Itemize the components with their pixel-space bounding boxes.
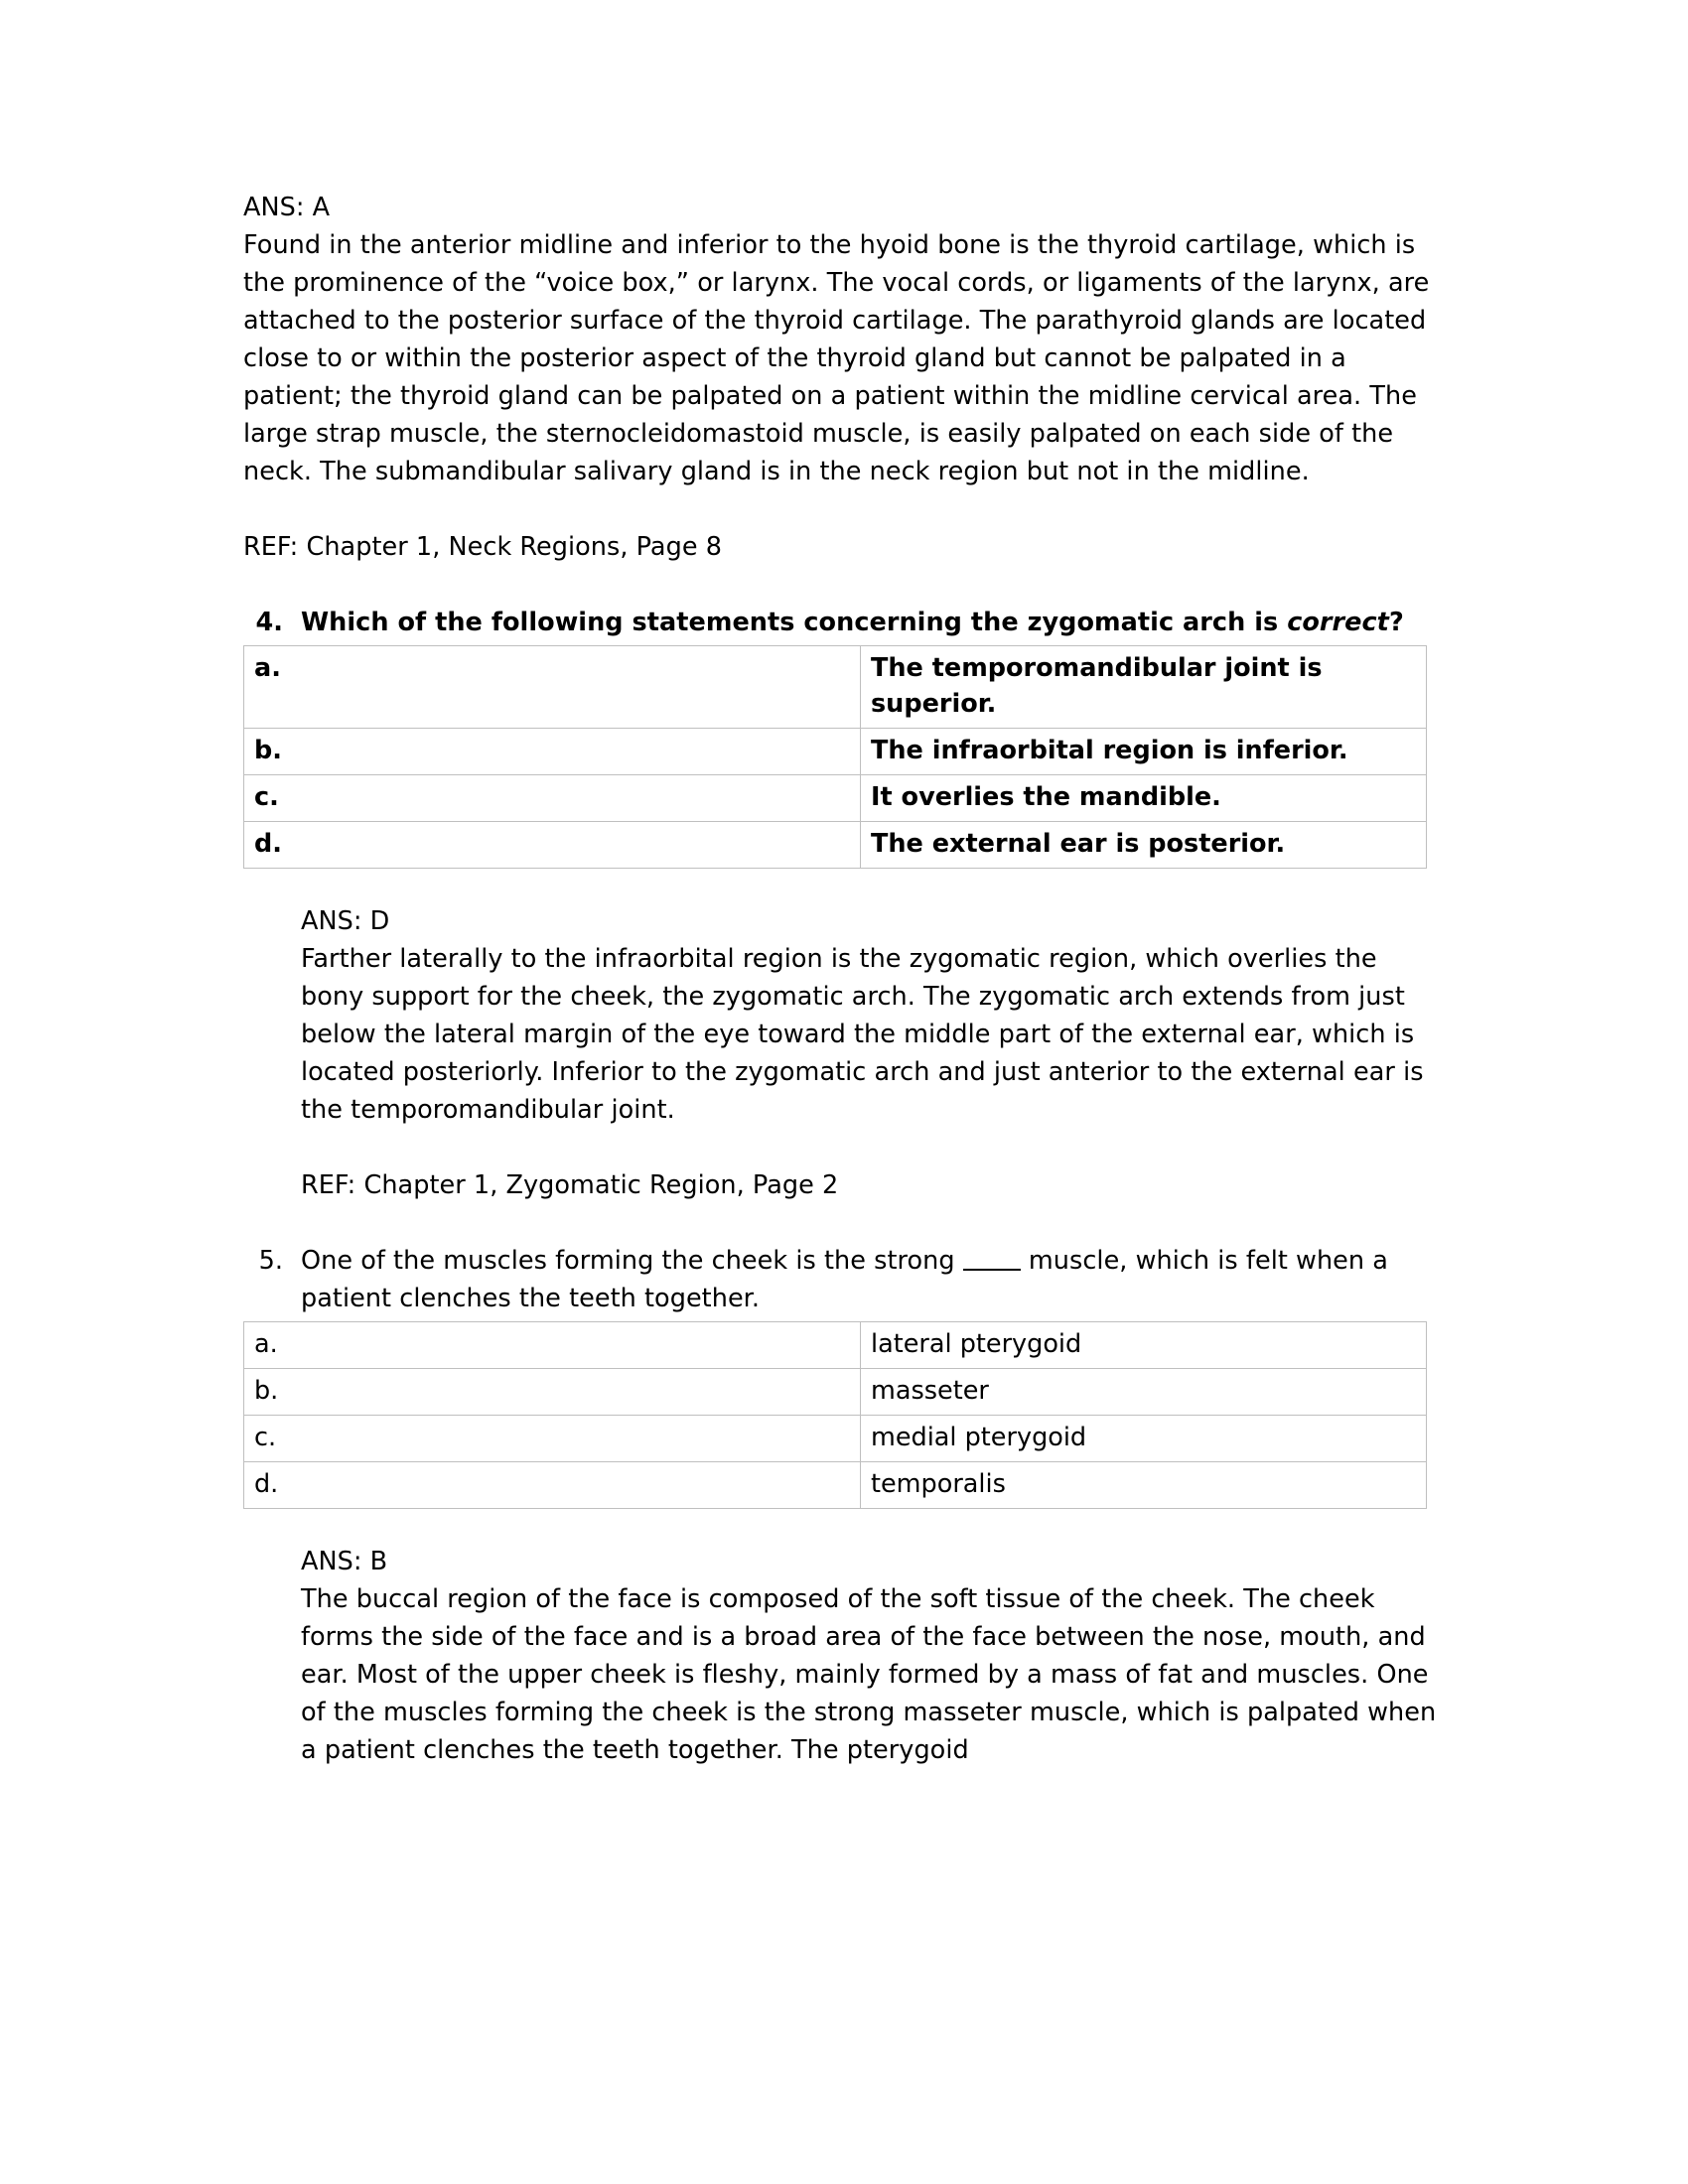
question-4-text-part2: ? bbox=[1388, 608, 1404, 637]
question-5-options-table bbox=[243, 1321, 1427, 1509]
option-letter-c: c. bbox=[244, 1416, 861, 1462]
question-4-body bbox=[301, 604, 1445, 641]
option-letter-d: d. bbox=[244, 1462, 861, 1509]
table-row[interactable] bbox=[244, 822, 1427, 869]
question-4-number: 4. bbox=[255, 608, 283, 637]
fill-in-blank bbox=[963, 1269, 1021, 1271]
answer-explanation-1: Found in the anterior midline and inferior to the hyoid bone is the thyroid cartilage, which is the prominence of the “voice box,” or larynx. The vocal cords, or ligaments of the larynx, are attached to the posterior surface of the thyroid cartilage. The parathyroid glands are located close to or within the posterior aspect of the thyroid gland but cannot be palpated in a patient; the thyroid gland can be palpated on a patient within the midline cervical area. The large strap muscle, the sternocleidomastoid muscle, is easily palpated on each side of the neck. The submandibular salivary gland is in the neck region but not in the midline. bbox=[243, 230, 1430, 486]
answer-explanation-3: The buccal region of the face is composed of the soft tissue of the cheek. The cheek forms the side of the face and is a broad area of the face between the nose, mouth, and ear. Most of the upper cheek is fleshy, mainly formed by a mass of fat and muscles. One of the muscles forming the cheek is the strong masseter muscle, which is palpated when a patient clenches the teeth together. The pterygoid bbox=[301, 1584, 1437, 1765]
answer-label-3: ANS: B bbox=[301, 1547, 388, 1576]
table-row[interactable] bbox=[244, 729, 1427, 775]
option-letter-b: b. bbox=[244, 1369, 861, 1416]
table-row[interactable] bbox=[244, 1369, 1427, 1416]
option-text-c: It overlies the mandible. bbox=[861, 775, 1427, 822]
table-row[interactable] bbox=[244, 1322, 1427, 1369]
paragraph-spacer bbox=[301, 1129, 1445, 1166]
option-text-c: medial pterygoid bbox=[861, 1416, 1427, 1462]
option-letter-a: a. bbox=[244, 646, 861, 729]
block-spacer bbox=[243, 1204, 1445, 1242]
option-text-d: The external ear is posterior. bbox=[861, 822, 1427, 869]
question-5-number: 5. bbox=[258, 1246, 283, 1276]
answer-label-2: ANS: D bbox=[301, 906, 390, 936]
question-5-text bbox=[301, 1242, 1445, 1317]
table-row[interactable] bbox=[244, 1462, 1427, 1509]
question-4-text-part1: Which of the following statements concerning the zygomatic arch is bbox=[301, 608, 1288, 637]
reference-line-2: REF: Chapter 1, Zygomatic Region, Page 2 bbox=[301, 1170, 839, 1200]
option-letter-c: c. bbox=[244, 775, 861, 822]
block-spacer bbox=[243, 566, 1445, 604]
option-text-d: temporalis bbox=[861, 1462, 1427, 1509]
option-text-b: masseter bbox=[861, 1369, 1427, 1416]
table-row[interactable] bbox=[244, 646, 1427, 729]
table-row[interactable] bbox=[244, 1416, 1427, 1462]
question-4-text bbox=[301, 604, 1445, 641]
question-5-text-part1: One of the muscles forming the cheek is the strong bbox=[301, 1246, 963, 1276]
option-letter-a: a. bbox=[244, 1322, 861, 1369]
question-4-emphasis: correct bbox=[1287, 608, 1389, 637]
option-letter-b: b. bbox=[244, 729, 861, 775]
reference-line-1: REF: Chapter 1, Neck Regions, Page 8 bbox=[243, 532, 723, 562]
question-5-text-part2: muscle, which is felt when a patient clenches the teeth together. bbox=[301, 1246, 1388, 1313]
table-spacer bbox=[243, 869, 1445, 902]
table-spacer bbox=[243, 1509, 1445, 1543]
answer-block-2 bbox=[301, 902, 1445, 1204]
question-4-options-table bbox=[243, 645, 1427, 869]
paragraph-spacer bbox=[243, 490, 1445, 528]
answer-label-1: ANS: A bbox=[243, 193, 331, 222]
option-text-a: The temporomandibular joint is superior. bbox=[861, 646, 1427, 729]
option-letter-d: d. bbox=[244, 822, 861, 869]
question-5 bbox=[243, 1242, 1445, 1317]
answer-explanation-2: Farther laterally to the infraorbital region is the zygomatic region, which overlies the bony support for the cheek, the zygomatic arch. The zygomatic arch extends from just below the lateral margin of the eye toward the middle part of the external ear, which is located posteriorly. Inferior to the zygomatic arch and just anterior to the external ear is the temporomandibular joint. bbox=[301, 944, 1424, 1125]
table-row[interactable] bbox=[244, 775, 1427, 822]
question-4 bbox=[243, 604, 1445, 641]
answer-block-3 bbox=[301, 1543, 1445, 1769]
answer-block-1 bbox=[243, 189, 1445, 566]
option-text-b: The infraorbital region is inferior. bbox=[861, 729, 1427, 775]
option-text-a: lateral pterygoid bbox=[861, 1322, 1427, 1369]
question-5-body bbox=[301, 1242, 1445, 1317]
